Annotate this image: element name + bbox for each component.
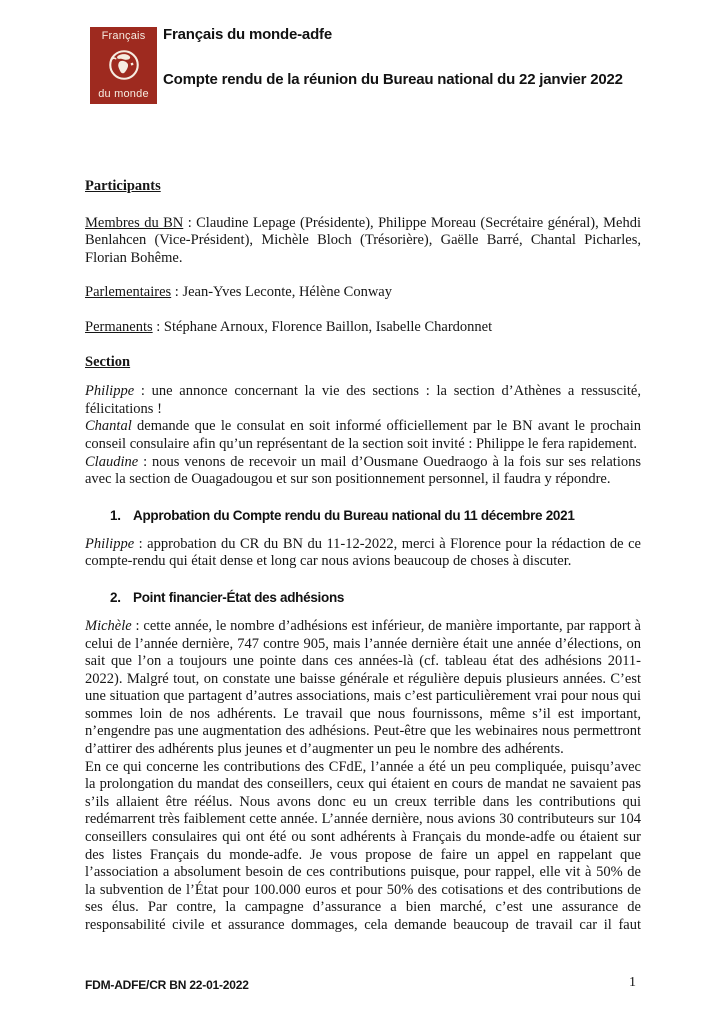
membres-label: Membres du BN	[85, 214, 184, 231]
permanents-paragraph	[85, 319, 641, 337]
michele-adhesions-paragraph	[85, 618, 641, 759]
speaker-text: : cette année, le nombre d’adhésions est inférieur, de manière importante, par rapport à celui de l’année dernière, 747 contre 905, mais l’année dernière était une année d’élections, on sait que l’on a toujours une pointe dans ces années-là (cf. tableau état des adhésions 2011-2022). Malgré tout, on constate une baisse générale et régulière depuis plusieurs années. C’est une situation que partagent d’autres associations, mais c’est particulièrement vrai pour nous qui sommes loin de nos adhérents. Le travail que nous fournissons, même s’il est important, n’engendre pas une augmentation des adhésions. Peut-être que les webinaires nous permettront d’attirer des adhérents plus jeunes et d’augmenter un peu le nombre des adhérents.	[85, 617, 641, 758]
document-header	[163, 26, 643, 91]
org-logo	[90, 27, 157, 104]
philippe-sections-paragraph	[85, 383, 641, 418]
speaker-name: Chantal	[85, 418, 132, 435]
permanents-text: : Stéphane Arnoux, Florence Baillon, Isabelle Chardonnet	[152, 318, 493, 335]
speaker-text: demande que le consulat en soit informé officiellement par le BN avant le prochain conseil consulaire afin qu’un représentant de la section soit invité : Philippe le fera rapidement.	[85, 418, 641, 452]
logo-text-top: Français	[101, 30, 146, 42]
membres-paragraph	[85, 215, 641, 268]
footer-reference: FDM-ADFE/CR BN 22-01-2022	[85, 978, 249, 992]
agenda-item-1-title: Approbation du Compte rendu du Bureau national du 11 décembre 2021	[133, 507, 575, 523]
speaker-text: : une annonce concernant la vie des sections : la section d’Athènes a ressuscité, félicitations !	[85, 383, 641, 417]
page-number: 1	[629, 975, 636, 990]
logo-text-bottom: du monde	[98, 88, 149, 100]
agenda-item-2-heading	[85, 590, 641, 606]
parlementaires-label: Parlementaires	[85, 284, 172, 301]
membres-text: : Claudine Lepage (Présidente), Philippe Moreau (Secrétaire général), Mehdi Benlahcen (Vice-Président), Michèle Bloch (Trésorière), Gaëlle Barré, Chantal Picharles, Florian Bohême.	[85, 214, 641, 266]
speaker-name: Philippe	[85, 535, 135, 552]
claudine-paragraph	[85, 454, 641, 489]
speaker-text: : approbation du CR du BN du 11-12-2022, merci à Florence pour la rédaction de ce compte-rendu qui était dense et long car nous avions beaucoup de choses à discuter.	[85, 535, 641, 570]
speaker-name: Michèle	[85, 617, 132, 634]
document-title: Compte rendu de la réunion du Bureau national du 22 janvier 2022	[163, 71, 623, 88]
speaker-name: Philippe	[85, 383, 135, 400]
permanents-label: Permanents	[85, 318, 153, 335]
globe-icon	[105, 47, 143, 83]
agenda-item-1-heading	[85, 508, 641, 524]
agenda-item-2-number: 2.	[110, 589, 121, 605]
philippe-approbation-paragraph	[85, 536, 641, 571]
speaker-name: Claudine	[85, 453, 139, 470]
contributions-paragraph: En ce qui concerne les contributions des CFdE, l’année a été un peu compliquée, puisqu’avec la prolongation du mandat des conseillers, ceux qui étaient en cours de mandat ne savaient pas s’ils allaient être réélus. Nous avons donc eu un creux terrible dans les contributions qui redémarrent très faiblement cette année. L’année dernière, nous avions 30 contributeurs sur 104 conseillers consulaires qui ont été ou sont adhérents à Français du monde-adfe ou étaient sur des listes Français du monde-adfe. Je vous propose de faire un appel en rappelant que l’association a absolument besoin de ces contributions puisque, pour rappel, elle vit à 50% de la subvention de l’État pour 100.000 euros et pour 50% des cotisations et des contributions de ses élus. Par contre, la campagne d’assurance a bien marché, c’est une assurance de responsabilité civile et assurance dommages, cela demande beaucoup de travail car il faut	[85, 758, 641, 933]
section-heading: Section	[85, 353, 131, 370]
chantal-paragraph	[85, 418, 641, 453]
parlementaires-paragraph	[85, 284, 641, 302]
agenda-item-1-number: 1.	[110, 507, 121, 523]
org-name: Français du monde-adfe	[163, 26, 332, 43]
document-body	[85, 178, 641, 935]
parlementaires-text: : Jean-Yves Leconte, Hélène Conway	[171, 284, 392, 301]
agenda-item-2-title: Point financier-État des adhésions	[133, 589, 345, 605]
speaker-text: : nous venons de recevoir un mail d’Ousmane Ouedraogo à la fois sur ses relations avec la section de Ouagadougou et sur son positionnement personnel, il faudra y répondre.	[85, 453, 641, 488]
participants-heading: Participants	[85, 178, 161, 194]
